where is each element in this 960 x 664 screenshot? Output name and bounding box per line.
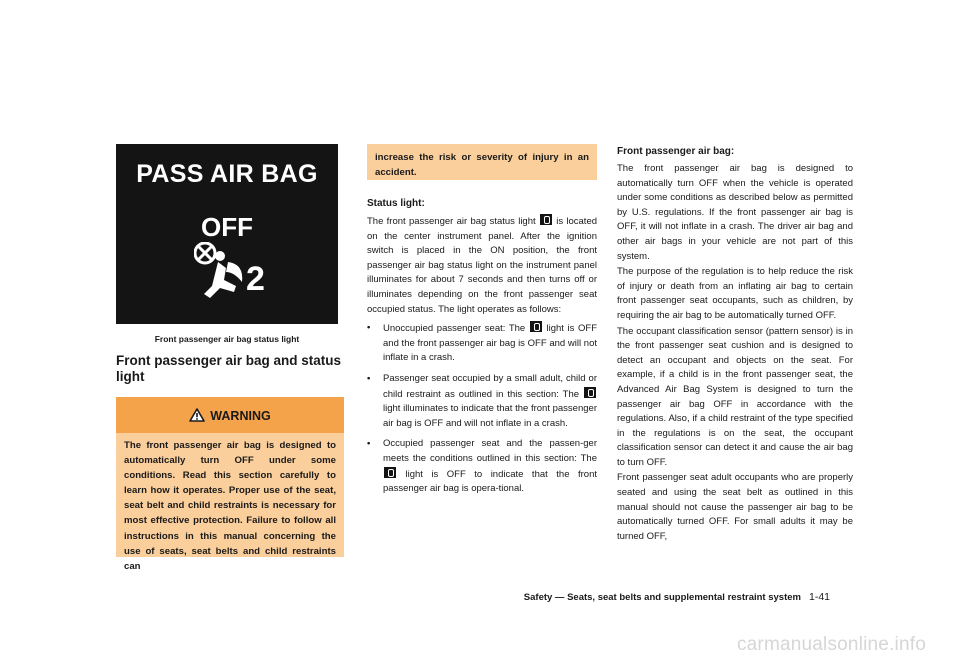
bullet-text-b: light illuminates to indicate that the front passenger air bag is OFF and will not inflate in a crash. [383, 403, 597, 429]
bullet-text-a: Passenger seat occupied by a small adult, child or child restraint as outlined in this section: The [383, 372, 597, 400]
airbag-off-icon [584, 387, 596, 398]
bullet-text-a: Unoccupied passenger seat: The [383, 323, 526, 335]
warning-box [116, 397, 344, 572]
airbag-off-icon [194, 242, 278, 311]
figure-caption: Front passenger air bag status light [154, 334, 300, 344]
list-item [367, 437, 597, 496]
watermark: carmanualsonline.info [736, 634, 926, 655]
page-footer [524, 591, 830, 603]
paragraph: The occupant classification sensor (pattern sensor) is in the front passenger seat cushion and is designed to detect an occupant and objects on the seat. For example, if a child is in the front passenger seat, the Advanced Air Bag System is designed to turn the passenger air bag OFF in accordance with the regulations. Also, if a child restraint of the type specified in the regulations is on the seat, the occupant classification sensor can detect it and cause the air bag to turn OFF. [617, 325, 853, 468]
figure-status: OFF [201, 212, 253, 242]
bullet-text-b: light is OFF to indicate that the front passenger air bag is opera-tional. [383, 468, 597, 495]
bullet-text-a: Occupied passenger seat and the passen-ger meets the conditions outlined in this section: The [383, 438, 597, 464]
bullet-text-b: light is OFF and the front passenger air bag is OFF and will not inflate in a crash. [383, 323, 598, 364]
section-title: Front passenger air bag and status light [116, 353, 342, 384]
air-bag-status-light-figure [116, 144, 338, 324]
front-air-bag-heading: Front passenger air bag: [617, 146, 735, 157]
list-item [367, 321, 597, 366]
footer-section: Safety — Seats, seat belts and supplemental restraint system [523, 592, 801, 603]
status-light-heading: Status light: [367, 198, 425, 209]
status-light-intro-a: The front passenger air bag status light [367, 216, 536, 227]
paragraph: The purpose of the regulation is to help reduce the risk of injury or death from an inflating air bag to certain front passenger seat occupants, such as children, by requiring the air bag to be automatically turned OFF. [617, 266, 853, 321]
bullet-dot: • [367, 322, 371, 334]
paragraph: Front passenger seat adult occupants who are properly seated and using the seat belt as outlined in this manual should not cause the passenger air bag to be automatically turned OFF. For small adults it may be turned OFF, [617, 472, 853, 542]
warning-triangle-icon [189, 408, 205, 425]
airbag-off-icon [540, 214, 552, 225]
airbag-off-icon [530, 321, 542, 332]
paragraph: The front passenger air bag is designed to automatically turn OFF when the vehicle is operated under some conditions as described below as permitted by U.S. regulations. If the front passenger air bag is OFF, it will not inflate in a crash. The driver air bag and other air bags in your vehicle are not part of this system. [617, 163, 853, 262]
bullet-dot: • [367, 372, 371, 384]
left-column [116, 144, 344, 572]
page-number: 1-41 [808, 591, 830, 603]
warning-body: The front passenger air bag is designed to automatically turn OFF under some conditions. Read this section carefully to learn how it operates. Proper use of the seat, seat belt and child restraints is necessary for most effective protection. Failure to follow all instructions in this manual concerning the use of seats, seat belts and child restraints can [116, 433, 344, 557]
right-column [617, 144, 853, 545]
airbag-off-icon [384, 467, 396, 478]
status-light-list [367, 321, 597, 497]
figure-headline: PASS AIR BAG [136, 160, 318, 188]
status-light-intro-b: is located on the center instrument panel. After the ignition switch is placed in the ON position, the front passenger air bag status light on the instrument panel illuminates for about 7 seconds and then turns off or illuminates depending on the front passenger seat occupied status. The light operates as follows: [367, 216, 598, 315]
warning-continued: increase the risk or severity of injury in an accident. [367, 144, 597, 180]
list-item [367, 372, 597, 431]
seat-number: 2 [246, 260, 265, 298]
warning-header [116, 397, 344, 433]
bullet-dot: • [367, 438, 371, 450]
middle-column [367, 144, 597, 503]
warning-label: WARNING [210, 409, 271, 423]
status-light-intro [367, 214, 597, 317]
